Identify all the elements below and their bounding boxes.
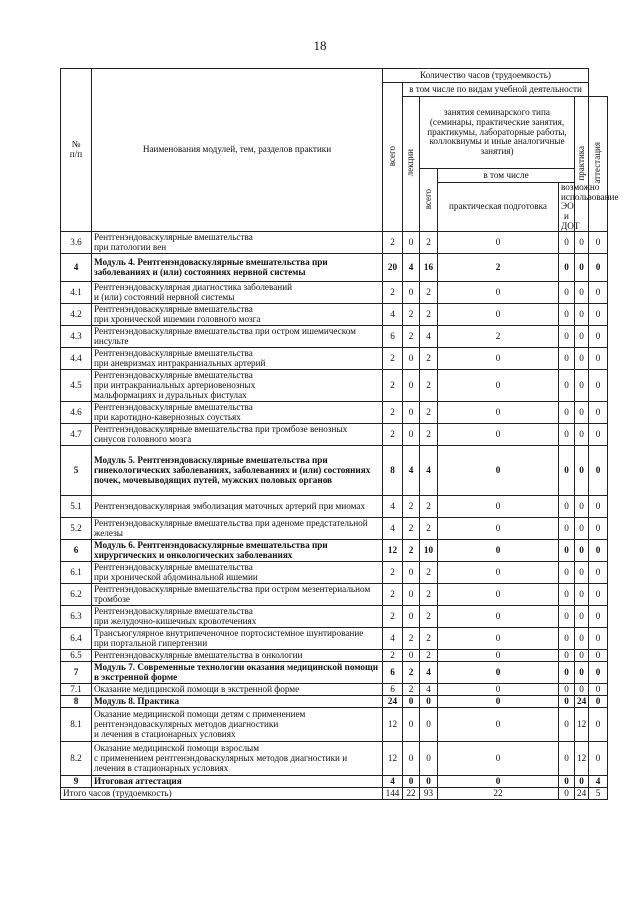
cell-lectures: 0 [403,776,420,788]
cell-attestation: 0 [589,684,608,696]
cell-attestation: 4 [589,776,608,788]
cell-sem-total: 4 [420,662,438,684]
cell-attestation: 0 [589,232,608,254]
cell-sem-total: 16 [420,254,438,282]
cell-lectures: 0 [403,232,420,254]
cell-attestation: 0 [589,402,608,424]
table-row [61,370,608,402]
cell-practice: 0 [575,650,589,662]
row-number: 8.2 [61,742,92,776]
cell-lectures: 0 [403,402,420,424]
total-all: 144 [383,788,403,800]
row-name: Модуль 5. Рентгенэндоваскулярные вмешательства при гинекологических заболеваниях, заболеваниях и (или) состояниях почек, мочевыводящих путей, мужских половых органов [92,446,383,496]
cell-practical-training: 0 [438,742,559,776]
row-number: 6.4 [61,628,92,650]
cell-attestation: 0 [589,496,608,518]
cell-practice: 0 [575,628,589,650]
cell-lectures: 4 [403,446,420,496]
cell-total: 2 [383,650,403,662]
cell-lectures: 2 [403,540,420,562]
table-row [61,584,608,606]
cell-eo-dot: 0 [559,304,575,326]
cell-sem-total: 2 [420,650,438,662]
cell-practice: 0 [575,282,589,304]
table-header [61,69,619,232]
cell-practical-training: 0 [438,776,559,788]
cell-sem-total: 0 [420,742,438,776]
cell-eo-dot: 0 [559,628,575,650]
total-row [61,788,608,800]
cell-sem-total: 2 [420,370,438,402]
table-row [61,518,608,540]
table-row [61,424,608,446]
row-number: 5.2 [61,518,92,540]
row-name: Рентгенэндоваскулярные вмешательства при желудочно-кишечных кровотечениях [92,606,383,628]
cell-total: 2 [383,282,403,304]
cell-sem-total: 0 [420,776,438,788]
cell-eo-dot: 0 [559,650,575,662]
cell-practical-training: 0 [438,370,559,402]
row-name: Рентгенэндоваскулярные вмешательства при интракраниальных артериовенозных мальформациях и дуральных фистулах [92,370,383,402]
cell-total: 2 [383,348,403,370]
header-practical-training: практическая подготовка [438,183,559,232]
table-row [61,254,608,282]
cell-practical-training: 2 [438,254,559,282]
row-number: 5.1 [61,496,92,518]
cell-sem-total: 0 [420,708,438,742]
cell-total: 2 [383,606,403,628]
row-number: 7.1 [61,684,92,696]
row-name: Модуль 4. Рентгенэндоваскулярные вмешательства при заболеваниях и (или) состояниях нервной системы [92,254,383,282]
table-body [61,232,608,800]
cell-lectures: 0 [403,650,420,662]
cell-eo-dot: 0 [559,348,575,370]
curriculum-table [60,68,619,800]
cell-lectures: 0 [403,696,420,708]
cell-practice: 0 [575,232,589,254]
cell-eo-dot: 0 [559,282,575,304]
cell-practice: 0 [575,326,589,348]
row-name: Рентгенэндоваскулярные вмешательства при остром ишемическом инсульте [92,326,383,348]
cell-practical-training: 0 [438,424,559,446]
cell-sem-total: 10 [420,540,438,562]
cell-sem-total: 2 [420,496,438,518]
cell-sem-total: 2 [420,628,438,650]
cell-practice: 0 [575,304,589,326]
cell-practical-training: 0 [438,662,559,684]
table-row [61,606,608,628]
row-number: 4.1 [61,282,92,304]
cell-practical-training: 0 [438,708,559,742]
cell-practice: 0 [575,662,589,684]
total-lectures: 22 [403,788,420,800]
table-row [61,776,608,788]
cell-attestation: 0 [589,254,608,282]
header-eo-dot: возможно использование ЭО и ДОТ [559,183,575,232]
cell-lectures: 0 [403,742,420,776]
cell-practical-training: 0 [438,446,559,496]
cell-attestation: 0 [589,562,608,584]
cell-sem-total: 2 [420,282,438,304]
cell-practice: 24 [575,696,589,708]
cell-sem-total: 2 [420,518,438,540]
cell-total: 12 [383,708,403,742]
cell-eo-dot: 0 [559,696,575,708]
cell-attestation: 0 [589,606,608,628]
cell-attestation: 0 [589,424,608,446]
table-row [61,326,608,348]
table-row [61,708,608,742]
row-name: Рентгенэндоваскулярные вмешательства при аденоме предстательной железы [92,518,383,540]
cell-total: 6 [383,662,403,684]
row-name: Итоговая аттестация [92,776,383,788]
cell-practical-training: 0 [438,348,559,370]
cell-lectures: 0 [403,584,420,606]
cell-total: 6 [383,326,403,348]
cell-practical-training: 0 [438,304,559,326]
cell-attestation: 0 [589,708,608,742]
cell-lectures: 2 [403,662,420,684]
cell-eo-dot: 0 [559,370,575,402]
cell-total: 2 [383,424,403,446]
total-practice: 24 [575,788,589,800]
table-row [61,446,608,496]
cell-attestation: 0 [589,540,608,562]
cell-practice: 0 [575,684,589,696]
cell-total: 4 [383,628,403,650]
cell-lectures: 0 [403,282,420,304]
cell-sem-total: 2 [420,232,438,254]
cell-practice: 0 [575,776,589,788]
table-row [61,628,608,650]
cell-lectures: 0 [403,708,420,742]
cell-attestation: 0 [589,696,608,708]
cell-practical-training: 0 [438,650,559,662]
header-incl-activities: в том числе по видам учебной деятельности [403,83,589,97]
cell-total: 8 [383,446,403,496]
cell-practical-training: 0 [438,696,559,708]
row-name: Трансъюгулярное внутрипеченочное портосистемное шунтирование при портальной гипертензии [92,628,383,650]
cell-lectures: 0 [403,370,420,402]
cell-sem-total: 4 [420,446,438,496]
header-attestation-label: аттестация [592,141,603,184]
cell-eo-dot: 0 [559,562,575,584]
row-name: Рентгенэндоваскулярные вмешательства при остром мезентериальном тромбозе [92,584,383,606]
table-row [61,348,608,370]
cell-practice: 0 [575,518,589,540]
row-number: 4.7 [61,424,92,446]
table-row [61,684,608,696]
cell-eo-dot: 0 [559,254,575,282]
cell-total: 4 [383,304,403,326]
cell-sem-total: 2 [420,424,438,446]
cell-practical-training: 0 [438,282,559,304]
cell-practical-training: 0 [438,628,559,650]
cell-attestation: 0 [589,662,608,684]
cell-eo-dot: 0 [559,518,575,540]
cell-sem-total: 4 [420,326,438,348]
header-practice-label: практика [576,145,586,181]
cell-lectures: 2 [403,304,420,326]
cell-lectures: 0 [403,606,420,628]
row-name: Рентгенэндоваскулярные вмешательства при каротидно-кавернозных соустьях [92,402,383,424]
cell-sem-total: 0 [420,696,438,708]
cell-lectures: 2 [403,628,420,650]
row-name: Рентгенэндоваскулярные вмешательства при аневризмах интракраниальных артерий [92,348,383,370]
header-total [383,83,403,232]
row-number: 6.5 [61,650,92,662]
total-attestation: 5 [589,788,608,800]
cell-practical-training: 0 [438,496,559,518]
cell-attestation: 0 [589,584,608,606]
row-number: 6.3 [61,606,92,628]
row-name: Оказание медицинской помощи взрослым с применением рентгенэндоваскулярных методов диагностики и лечения в стационарных условиях [92,742,383,776]
cell-total: 2 [383,562,403,584]
cell-practice: 0 [575,254,589,282]
total-practical-training: 22 [438,788,559,800]
row-number: 4 [61,254,92,282]
row-number: 8 [61,696,92,708]
cell-practice: 0 [575,370,589,402]
row-name: Модуль 7. Современные технологии оказания медицинской помощи в экстренной форме [92,662,383,684]
cell-total: 2 [383,232,403,254]
cell-sem-total: 2 [420,348,438,370]
cell-attestation: 0 [589,348,608,370]
cell-practice: 0 [575,584,589,606]
cell-lectures: 2 [403,496,420,518]
cell-practical-training: 0 [438,540,559,562]
cell-sem-total: 2 [420,304,438,326]
row-number: 9 [61,776,92,788]
row-number: 4.4 [61,348,92,370]
table-row [61,304,608,326]
cell-practical-training: 0 [438,606,559,628]
row-number: 4.6 [61,402,92,424]
table-row [61,540,608,562]
cell-eo-dot: 0 [559,742,575,776]
cell-sem-total: 2 [420,606,438,628]
cell-practical-training: 0 [438,402,559,424]
cell-attestation: 0 [589,518,608,540]
cell-lectures: 0 [403,562,420,584]
header-seminar-group: занятия семинарского типа (семинары, практические занятия, практикумы, лабораторные работы, коллоквиумы и иные аналогичные занятия) [420,97,575,169]
cell-total: 4 [383,496,403,518]
row-name: Рентгенэндоваскулярные вмешательства при патологии вен [92,232,383,254]
row-number: 6.2 [61,584,92,606]
row-name: Рентгенэндоваскулярная диагностика заболеваний и (или) состояний нервной системы [92,282,383,304]
page-number: 18 [313,38,327,53]
cell-total: 2 [383,402,403,424]
cell-practice: 12 [575,708,589,742]
row-number: 6 [61,540,92,562]
cell-practice: 0 [575,446,589,496]
header-hours-group: Количество часов (трудоемкость) [383,69,589,83]
row-number: 3.6 [61,232,92,254]
header-sem-total-label: всего [422,188,433,209]
table-row [61,282,608,304]
header-name: Наименования модулей, тем, разделов практики [92,69,383,232]
cell-lectures: 0 [403,348,420,370]
cell-total: 4 [383,518,403,540]
row-number: 6.1 [61,562,92,584]
cell-lectures: 0 [403,424,420,446]
row-number: 7 [61,662,92,684]
cell-eo-dot: 0 [559,662,575,684]
row-number: 8.1 [61,708,92,742]
cell-total: 6 [383,684,403,696]
cell-attestation: 0 [589,742,608,776]
table-row [61,742,608,776]
cell-total: 4 [383,776,403,788]
row-name: Модуль 8. Практика [92,696,383,708]
cell-practice: 12 [575,742,589,776]
cell-eo-dot: 0 [559,540,575,562]
header-attestation [589,97,608,232]
table-row [61,496,608,518]
cell-total: 12 [383,742,403,776]
row-name: Рентгенэндоваскулярные вмешательства при тромбозе венозных синусов головного мозга [92,424,383,446]
row-name: Рентгенэндоваскулярные вмешательства в онкологии [92,650,383,662]
header-lectures [403,97,420,232]
cell-attestation: 0 [589,650,608,662]
cell-practical-training: 2 [438,326,559,348]
cell-total: 2 [383,370,403,402]
cell-practice: 0 [575,496,589,518]
row-name: Рентгенэндоваскулярные вмешательства при хронической ишемии головного мозга [92,304,383,326]
cell-total: 12 [383,540,403,562]
header-num: № п/п [61,69,92,232]
cell-eo-dot: 0 [559,684,575,696]
cell-sem-total: 4 [420,684,438,696]
row-number: 4.2 [61,304,92,326]
cell-eo-dot: 0 [559,708,575,742]
total-eo-dot: 0 [559,788,575,800]
cell-practice: 0 [575,402,589,424]
cell-eo-dot: 0 [559,776,575,788]
cell-eo-dot: 0 [559,606,575,628]
cell-attestation: 0 [589,304,608,326]
table-row [61,662,608,684]
cell-attestation: 0 [589,446,608,496]
row-number: 5 [61,446,92,496]
cell-eo-dot: 0 [559,446,575,496]
header-sem-total [420,169,438,232]
cell-practice: 0 [575,348,589,370]
row-name: Рентгенэндоваскулярная эмболизация маточных артерий при миомах [92,496,383,518]
cell-practice: 0 [575,424,589,446]
cell-practice: 0 [575,540,589,562]
cell-attestation: 0 [589,326,608,348]
cell-eo-dot: 0 [559,402,575,424]
cell-practice: 0 [575,606,589,628]
cell-sem-total: 2 [420,402,438,424]
cell-sem-total: 2 [420,584,438,606]
cell-eo-dot: 0 [559,232,575,254]
cell-eo-dot: 0 [559,496,575,518]
table-row [61,232,608,254]
row-number: 4.3 [61,326,92,348]
cell-practical-training: 0 [438,584,559,606]
cell-total: 24 [383,696,403,708]
row-number: 4.5 [61,370,92,402]
header-total-label: всего [386,145,397,166]
total-label: Итого часов (трудоемкость) [61,788,383,800]
cell-eo-dot: 0 [559,584,575,606]
cell-practical-training: 0 [438,562,559,584]
cell-attestation: 0 [589,628,608,650]
cell-eo-dot: 0 [559,424,575,446]
row-name: Рентгенэндоваскулярные вмешательства при хронической абдоминальной ишемии [92,562,383,584]
cell-lectures: 2 [403,326,420,348]
cell-practical-training: 0 [438,684,559,696]
cell-attestation: 0 [589,370,608,402]
header-practice [575,97,589,232]
cell-total: 20 [383,254,403,282]
cell-total: 2 [383,584,403,606]
cell-eo-dot: 0 [559,326,575,348]
row-name: Модуль 6. Рентгенэндоваскулярные вмешательства при хирургических и онкологических заболеваниях [92,540,383,562]
table-row [61,562,608,584]
header-lectures-label: лекции [405,149,416,177]
row-name: Оказание медицинской помощи в экстренной форме [92,684,383,696]
cell-sem-total: 2 [420,562,438,584]
cell-lectures: 2 [403,684,420,696]
total-sem: 93 [420,788,438,800]
row-name: Оказание медицинской помощи детям с применением рентгенэндоваскулярных методов диагностики и лечения в стационарных условиях [92,708,383,742]
cell-lectures: 4 [403,254,420,282]
table-row [61,696,608,708]
table-row [61,402,608,424]
cell-lectures: 2 [403,518,420,540]
cell-practical-training: 0 [438,232,559,254]
cell-attestation: 0 [589,282,608,304]
cell-practical-training: 0 [438,518,559,540]
table-row [61,650,608,662]
header-sem-incl: в том числе [438,169,575,183]
cell-practice: 0 [575,562,589,584]
